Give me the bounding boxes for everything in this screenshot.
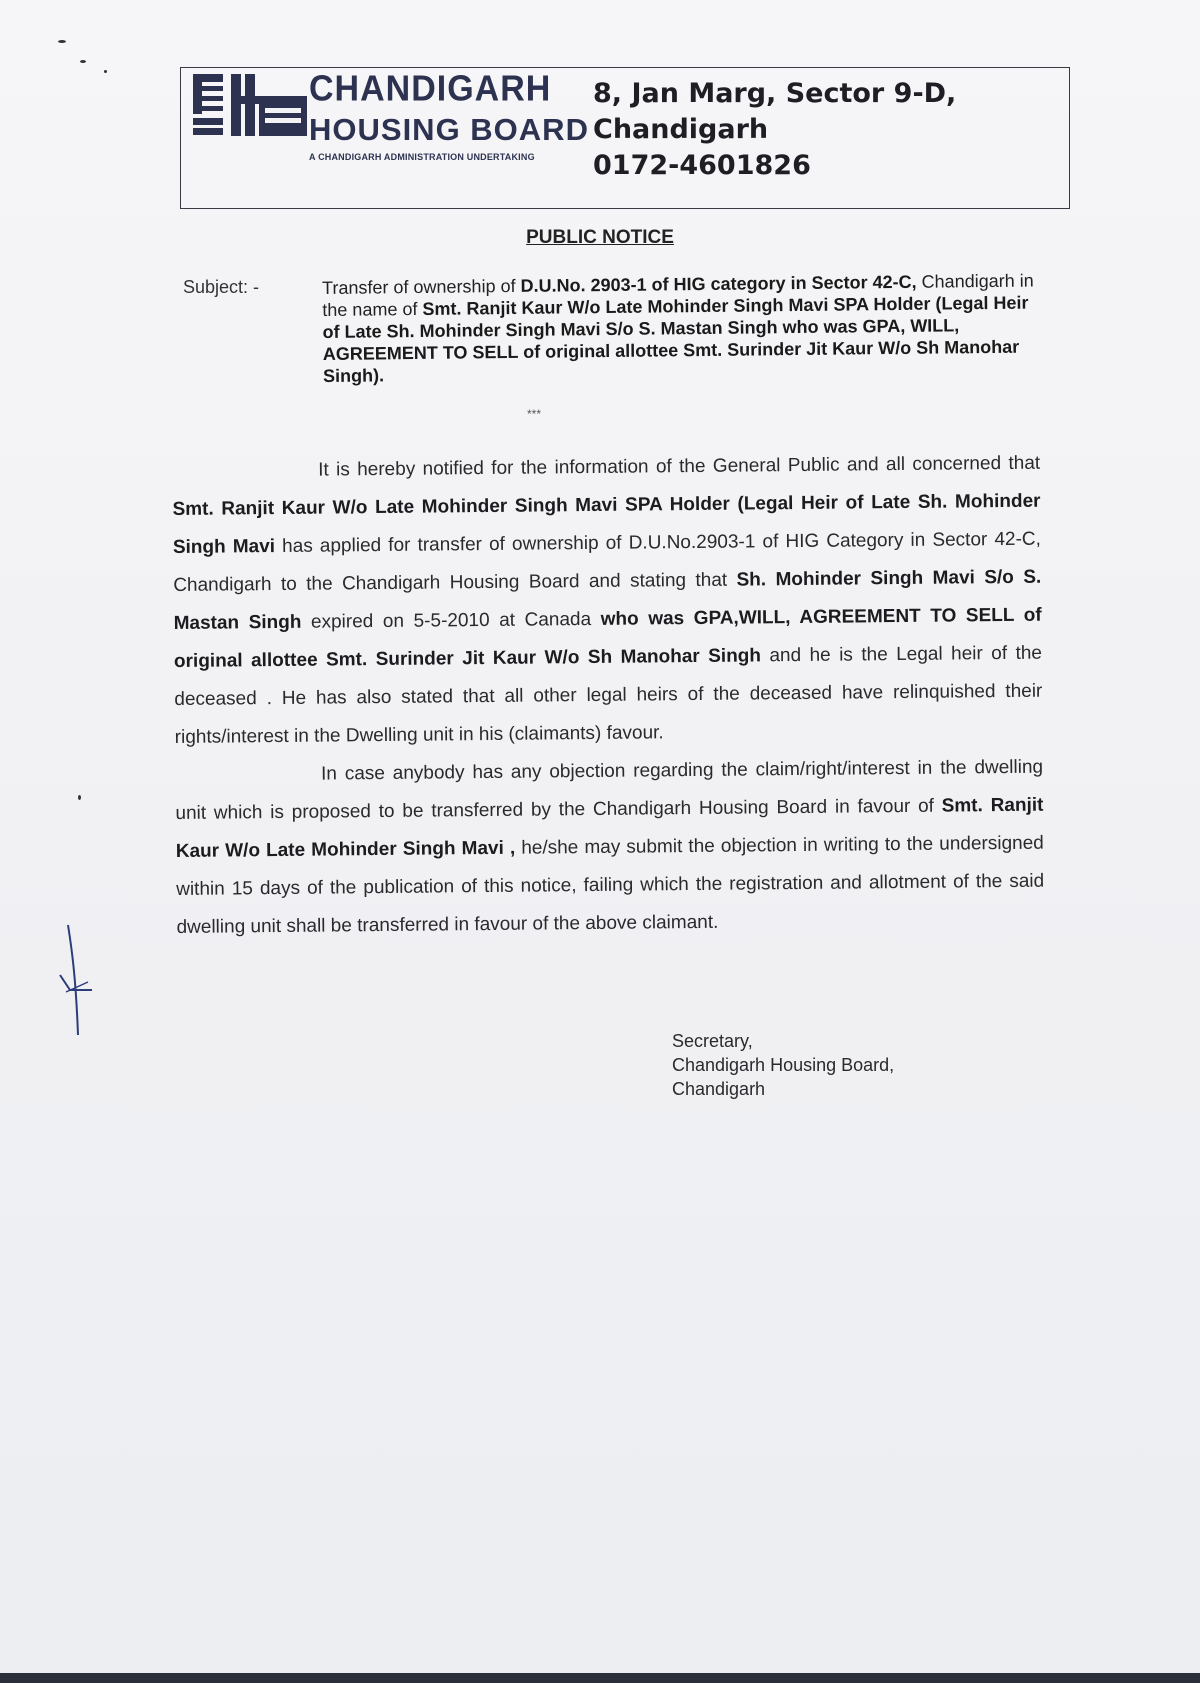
- subject-label: Subject: -: [183, 277, 260, 297]
- notice-paragraph-2: [175, 749, 1045, 947]
- subject-text: [322, 269, 1051, 387]
- address-line2: Chandigarh: [593, 114, 769, 145]
- separator-stars: ***: [527, 407, 542, 421]
- phone-number: 0172-4601826: [593, 150, 811, 181]
- org-name-line2: HOUSING BOARD: [309, 112, 589, 147]
- org-tagline: A CHANDIGARH ADMINISTRATION UNDERTAKING: [309, 152, 535, 162]
- bold-text-segment: Smt. Ranjit Kaur W/o Late Mohinder Singh Mavi SPA Holder (Legal Heir of Late Sh. Mohinder Singh Mavi: [172, 490, 1041, 558]
- text-segment: In case anybody has any objection regarding the claim/right/interest in the dwelling unit which is proposed to be transferred by the Chandigarh Housing Board in favour of: [175, 756, 1044, 824]
- text-segment: It is hereby notified for the information of the General Public and all concerned that: [318, 452, 1041, 481]
- notice-body: [172, 445, 1045, 947]
- address-line1: 8, Jan Marg, Sector 9-D,: [593, 78, 957, 109]
- text-segment: expired on 5-5-2010 at Canada: [301, 608, 601, 633]
- signatory-title: Secretary,: [672, 1031, 753, 1051]
- bold-text-segment: who was GPA,WILL, AGREEMENT TO SELL of original allottee Smt. Surinder Jit Kaur W/o Sh Manohar Singh: [173, 604, 1042, 672]
- text-segment: has applied for transfer of ownership of D.U.No.2903-1 of HIG Category in Sector 42-C, Chandigarh to the Chandigarh Housing Board and stating that: [173, 528, 1041, 596]
- scan-speck: [58, 40, 66, 43]
- chb-logo-icon: [193, 74, 308, 136]
- signatory-city: Chandigarh: [672, 1079, 766, 1099]
- notice-title: PUBLIC NOTICE: [526, 227, 674, 248]
- scan-speck: [104, 70, 107, 73]
- signatory-block: [672, 1029, 894, 1101]
- handwritten-initial-mark: [58, 920, 98, 1040]
- org-name-line1: CHANDIGARH: [309, 69, 552, 109]
- bold-text-segment: Smt. Ranjit Kaur W/o Late Mohinder Singh Mavi ,: [175, 794, 1044, 862]
- scan-speck: [78, 795, 81, 800]
- bold-text-segment: Smt. Ranjit Kaur W/o Late Mohinder Singh Mavi SPA Holder (Legal Heir of Late Sh. Mohinder Singh Mavi S/o S. Mastan Singh who was GPA, WILL, AGREEMENT TO SELL of original allottee Smt. Surinder Jit Kaur W/o Sh Manohar Singh).: [322, 292, 1029, 386]
- notice-paragraph-1: [172, 445, 1043, 757]
- text-segment: Transfer of ownership of: [322, 275, 521, 298]
- text-segment: he/she may submit the objection in writing to the undersigned within 15 days of the publication of this notice, failing which the registration and allotment of the said dwelling unit shall be transferred in favour of the above claimant.: [176, 832, 1045, 938]
- office-address: [593, 76, 956, 184]
- text-segment: Chandigarh in the name of: [322, 270, 1034, 320]
- bold-text-segment: Sh. Mohinder Singh Mavi S/o S. Mastan Singh: [173, 566, 1042, 634]
- scan-speck: [80, 60, 86, 63]
- scan-bottom-edge: [0, 1673, 1200, 1683]
- letterhead-box: [180, 67, 1070, 209]
- text-segment: and he is the Legal heir of the deceased . He has also stated that all other legal heirs of the deceased have relinquished their rights/interest in the Dwelling unit in his (claimants) favour.: [174, 642, 1043, 748]
- signatory-org: Chandigarh Housing Board,: [672, 1055, 895, 1075]
- bold-text-segment: D.U.No. 2903-1 of HIG category in Sector 42-C,: [520, 271, 917, 296]
